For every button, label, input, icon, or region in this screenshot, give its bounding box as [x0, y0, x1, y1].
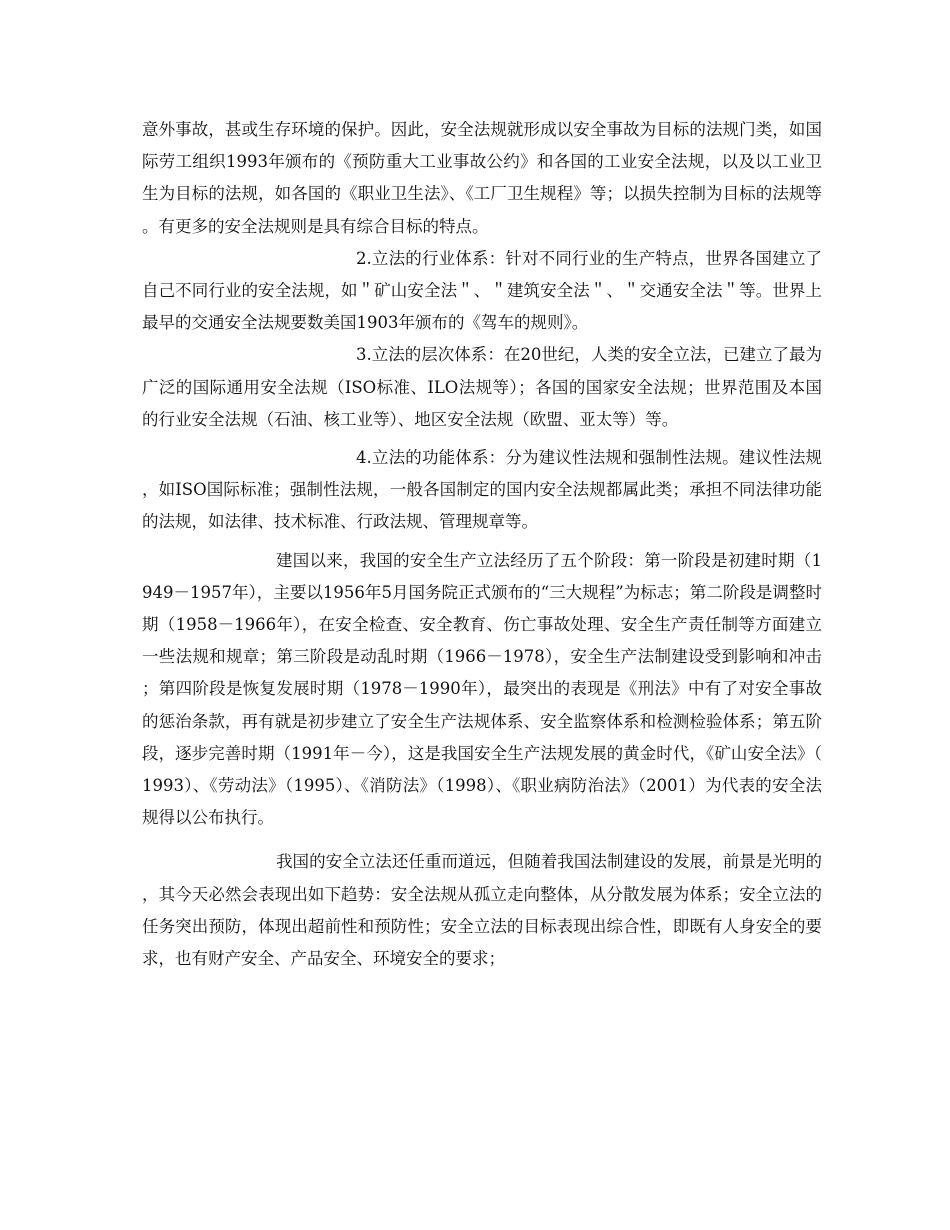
paragraph-future-trends: 我国的安全立法还任重而道远，但随着我国法制建设的发展，前景是光明的，其今天必然会表现出如下趋势：安全法规从孤立走向整体，从分散发展为体系；安全立法的任务突出预防，体现出超前性和预防性；安全立法的目标表现出综合性，即既有人身安全的要求，也有财产安全、产品安全、环境安全的要求；	[142, 852, 822, 969]
paragraph-objective-system: 意外事故，甚或生存环境的保护。因此，安全法规就形成以安全事故为目标的法规门类，如国际劳工组织1993年颁布的《预防重大工业事故公约》和各国的工业安全法规，以及以工业卫生为目标的法规，如各国的《职业卫生法》、《工厂卫生规程》等；以损失控制为目标的法规等。有更多的安全法规则是具有综合目标的特点。	[142, 120, 822, 236]
paragraph-hierarchy-system: 3.立法的层次体系：在20世纪，人类的安全立法，已建立了最为广泛的国际通用安全法规（ISO标准、ILO法规等）；各国的国家安全法规；世界范围及本国的行业安全法规（石油、核工业等）、地区安全法规（欧盟、亚太等）等。	[142, 345, 822, 429]
document-body	[142, 114, 822, 975]
paragraph-function-system: 4.立法的功能体系：分为建议性法规和强制性法规。建议性法规，如ISO国际标准；强制性法规，一般各国制定的国内安全法规都属此类；承担不同法律功能的法规，如法律、技术标准、行政法规、管理规章等。	[142, 448, 822, 532]
paragraph-industry-system: 2.立法的行业体系：针对不同行业的生产特点，世界各国建立了自己不同行业的安全法规，如＂矿山安全法＂、＂建筑安全法＂、＂交通安全法＂等。世界上最早的交通安全法规要数美国1903年颁布的《驾车的规则》。	[142, 248, 822, 333]
paragraph-history-stages: 建国以来，我国的安全生产立法经历了五个阶段：第一阶段是初建时期（1949－1957年），主要以1956年5月国务院正式颁布的“三大规程”为标志；第二阶段是调整时期（1958－1966年），在安全检查、安全教育、伤亡事故处理、安全生产责任制等方面建立一些法规和规章；第三阶段是动乱时期（1966－1978），安全生产法制建设受到影响和冲击；第四阶段是恢复发展时期（1978－1990年），最突出的表现是《刑法》中有了对安全事故的惩治条款，再有就是初步建立了安全生产法规体系、安全监察体系和检测检验体系；第五阶段，逐步完善时期（1991年－今），这是我国安全生产法规发展的黄金时代，《矿山安全法》（1993）、《劳动法》（1995）、《消防法》（1998）、《职业病防治法》（2001）为代表的安全法规得以公布执行。	[142, 550, 822, 828]
